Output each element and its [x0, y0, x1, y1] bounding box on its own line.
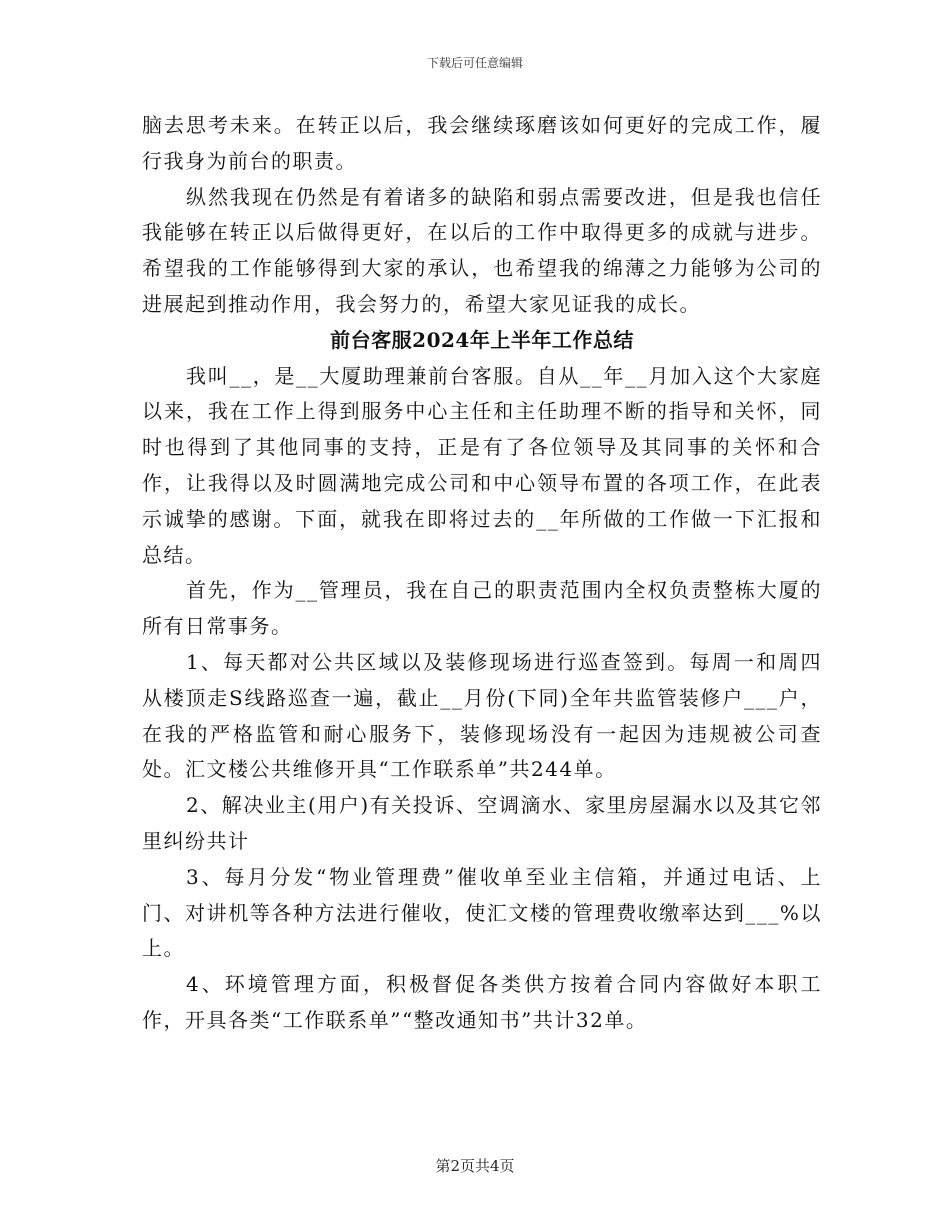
page-header: 下载后可任意编辑 [426, 56, 523, 70]
paragraph-introduction: 我叫__，是__大厦助理兼前台客服。自从__年__月加入这个大家庭以来，我在工作上得到服务中心主任和主任助理不断的指导和关怀，同时也得到了其他同事的支持，正是有了各位领导及其同事的关怀和合作，让我得以及时圆满地完成公司和中心领导布置的各项工作，在此表示诚挚的感谢。下面，就我在即将过去的__年所做的工作做一下汇报和总结。 [142, 363, 822, 567]
paragraph-responsibility: 首先，作为__管理员，我在自己的职责范围内全权负责整栋大厦的所有日常事务。 [142, 578, 822, 639]
section-title: 前台客服2024年上半年工作总结 [330, 327, 634, 352]
page-footer: 第2页共4页 [435, 1157, 515, 1175]
paragraph-conclusion: 纵然我现在仍然是有着诸多的缺陷和弱点需要改进，但是我也信任我能够在转正以后做得更好，在以后的工作中取得更多的成就与进步。希望我的工作能够得到大家的承认，也希望我的绵薄之力能够为公司的进展起到推动作用，我会努力的，希望大家见证我的成长。 [142, 184, 822, 316]
document-body [142, 108, 822, 1039]
paragraph-item-2: 2、解决业主(用户)有关投诉、空调滴水、家里房屋漏水以及其它邻里纠纷共计 [142, 793, 822, 853]
paragraph-continuation: 脑去思考未来。在转正以后，我会继续琢磨该如何更好的完成工作，履行我身为前台的职责。 [142, 113, 822, 173]
paragraph-item-1: 1、每天都对公共区域以及装修现场进行巡查签到。每周一和周四从楼顶走S线路巡查一遍，截止__月份(下同)全年共监管装修户___户，在我的严格监管和耐心服务下，装修现场没有一起因为违规被公司查处。汇文楼公共维修开具“工作联系单”共244单。 [142, 649, 822, 782]
paragraph-item-3: 3、每月分发“物业管理费”催收单至业主信箱，并通过电话、上门、对讲机等各种方法进行催收，使汇文楼的管理费收缴率达到___%以上。 [142, 864, 822, 961]
paragraph-item-4: 4、环境管理方面，积极督促各类供方按着合同内容做好本职工作，开具各类“工作联系单”“整改通知书”共计32单。 [142, 972, 822, 1032]
